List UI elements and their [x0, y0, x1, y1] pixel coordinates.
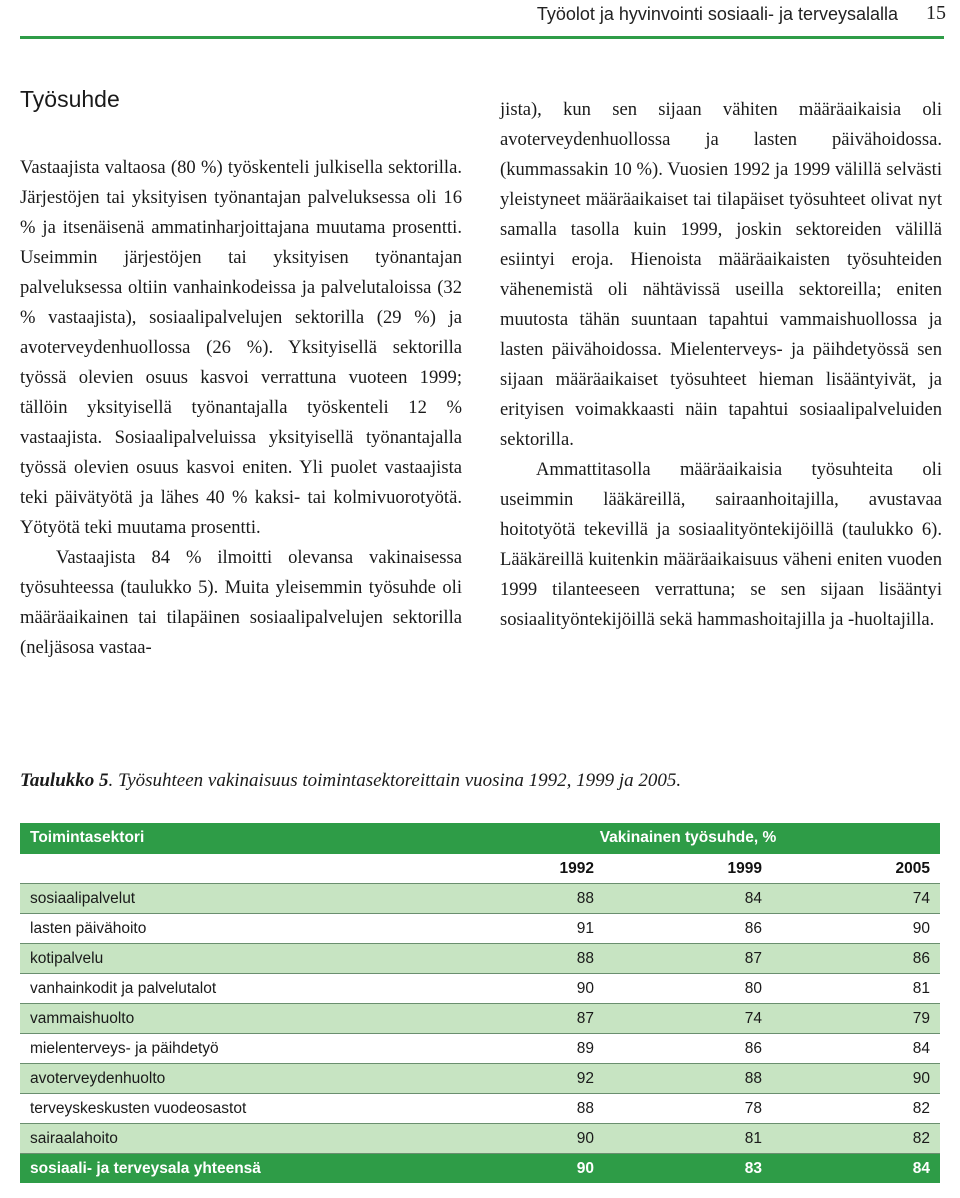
value-2005: 79: [772, 1004, 940, 1034]
left-column: [20, 153, 462, 663]
table-total-row: [20, 1154, 940, 1184]
right-paragraph-1: jista), kun sen sijaan vähiten määräaikaisia oli avoterveydenhuollossa ja lasten päivähoidossa. (kummassakin 10 %). Vuosien 1992 ja 1999 välillä selvästi yleistyneet määräaikaiset tai tilapäiset työsuhteet olivat nyt samalla tasolla kuin 1999, joskin sektoreiden välillä esiintyi eroja. Hienoista määräaikaisten työsuhteiden vähenemistä oli nähtävissä useilla sektoreilla; eniten muutosta tähän suuntaan tapahtui vammaishuollossa ja lasten päivähoidossa. Mielenterveys- ja päihdetyössä sen sijaan määräaikaiset työsuhteet hieman lisääntyivät, ja erityisen voimakkaasti näin tapahtui sosiaalipalveluiden sektorilla.: [500, 99, 942, 450]
value-2005: 86: [772, 944, 940, 974]
left-paragraph-1: Vastaajista valtaosa (80 %) työskenteli julkisella sektorilla. Järjestöjen tai yksityisen työnantajan palveluksessa oli 16 % ja itsenäisenä ammatinharjoittajana muutama prosentti. Useimmin järjestöjen tai yksityisen työnantajan palveluksessa oltiin vanhainkodeissa ja palvelutaloissa (32 % vastaajista), sosiaalipalvelujen sektorilla (29 %) ja avoterveydenhuollossa (26 %). Yksityisellä sektorilla työssä olevien osuus kasvoi verrattuna vuoteen 1999; tällöin yksityisellä työnantajalla työskenteli 12 % vastaajista. Sosiaalipalveluissa yksityisellä työnantajalla työssä olevien osuus kasvoi eniten. Yli puolet vastaajista teki päivätyötä ja lähes 40 % kaksi- tai kolmivuorotyötä. Yötyötä teki muutama prosentti.: [20, 157, 462, 538]
sector-cell: kotipalvelu: [20, 944, 436, 974]
value-1992: 88: [436, 1094, 604, 1124]
header-rule: [20, 36, 944, 39]
header-sector: Toimintasektori: [20, 823, 436, 854]
value-1992: 90: [436, 1124, 604, 1154]
table-year-row: [20, 854, 940, 884]
right-column: [500, 95, 942, 635]
running-header: [0, 0, 960, 40]
sector-cell: vammaishuolto: [20, 1004, 436, 1034]
value-2005: 84: [772, 1034, 940, 1064]
table-row: [20, 1064, 940, 1094]
value-1999: 80: [604, 974, 772, 1004]
value-1992: 90: [436, 974, 604, 1004]
header-year-1992: 1992: [436, 854, 604, 884]
table-row: [20, 914, 940, 944]
value-2005: 90: [772, 1064, 940, 1094]
table-row: [20, 1094, 940, 1124]
value-2005: 81: [772, 974, 940, 1004]
value-1999: 78: [604, 1094, 772, 1124]
total-sector-cell: sosiaali- ja terveysala yhteensä: [20, 1154, 436, 1184]
sector-cell: sosiaalipalvelut: [20, 884, 436, 914]
total-value-1999: 83: [604, 1154, 772, 1184]
value-1999: 86: [604, 914, 772, 944]
value-1999: 88: [604, 1064, 772, 1094]
sector-cell: sairaalahoito: [20, 1124, 436, 1154]
value-1999: 81: [604, 1124, 772, 1154]
header-blank: [20, 854, 436, 884]
header-year-1999: 1999: [604, 854, 772, 884]
sector-cell: lasten päivähoito: [20, 914, 436, 944]
running-title: Työolot ja hyvinvointi sosiaali- ja terveysalalla: [536, 4, 898, 24]
table-caption-label: Taulukko 5: [20, 770, 109, 791]
value-2005: 90: [772, 914, 940, 944]
value-1992: 89: [436, 1034, 604, 1064]
data-table: [20, 823, 940, 1183]
header-group: Vakinainen työsuhde, %: [436, 823, 940, 854]
table-row: [20, 974, 940, 1004]
table-header-row: [20, 823, 940, 854]
header-year-2005: 2005: [772, 854, 940, 884]
sector-cell: mielenterveys- ja päihdetyö: [20, 1034, 436, 1064]
value-1999: 87: [604, 944, 772, 974]
value-1992: 87: [436, 1004, 604, 1034]
value-1992: 92: [436, 1064, 604, 1094]
value-2005: 82: [772, 1124, 940, 1154]
table-caption-text: . Työsuhteen vakinaisuus toimintasektoreittain vuosina 1992, 1999 ja 2005.: [108, 770, 682, 791]
right-paragraph-2: Ammattitasolla määräaikaisia työsuhteita oli useimmin lääkäreillä, sairaanhoitajilla, avustavaa hoitotyötä tekevillä ja sosiaalityöntekijöillä (taulukko 6). Lääkäreillä kuitenkin määräaikaisuus väheni eniten vuoden 1999 tilanteeseen verrattuna; se sen sijaan lisääntyi sosiaalityöntekijöillä sekä hammashoitajilla ja -huoltajilla.: [500, 459, 942, 630]
sector-cell: vanhainkodit ja palvelutalot: [20, 974, 436, 1004]
value-1992: 88: [436, 944, 604, 974]
table-row: [20, 944, 940, 974]
total-value-1992: 90: [436, 1154, 604, 1184]
value-1999: 84: [604, 884, 772, 914]
value-2005: 74: [772, 884, 940, 914]
table-row: [20, 884, 940, 914]
page-number: 15: [926, 2, 946, 24]
value-1999: 86: [604, 1034, 772, 1064]
table-row: [20, 1124, 940, 1154]
table-caption: [20, 770, 681, 792]
value-1992: 88: [436, 884, 604, 914]
table-row: [20, 1004, 940, 1034]
value-1999: 74: [604, 1004, 772, 1034]
table-row: [20, 1034, 940, 1064]
value-2005: 82: [772, 1094, 940, 1124]
total-value-2005: 84: [772, 1154, 940, 1184]
sector-cell: avoterveydenhuolto: [20, 1064, 436, 1094]
section-heading: Työsuhde: [20, 86, 120, 112]
value-1992: 91: [436, 914, 604, 944]
left-paragraph-2: Vastaajista 84 % ilmoitti olevansa vakinaisessa työsuhteessa (taulukko 5). Muita yleisemmin työsuhde oli määräaikainen tai tilapäinen sosiaalipalvelujen sektorilla (neljäsosa vastaa-: [20, 547, 462, 658]
sector-cell: terveyskeskusten vuodeosastot: [20, 1094, 436, 1124]
